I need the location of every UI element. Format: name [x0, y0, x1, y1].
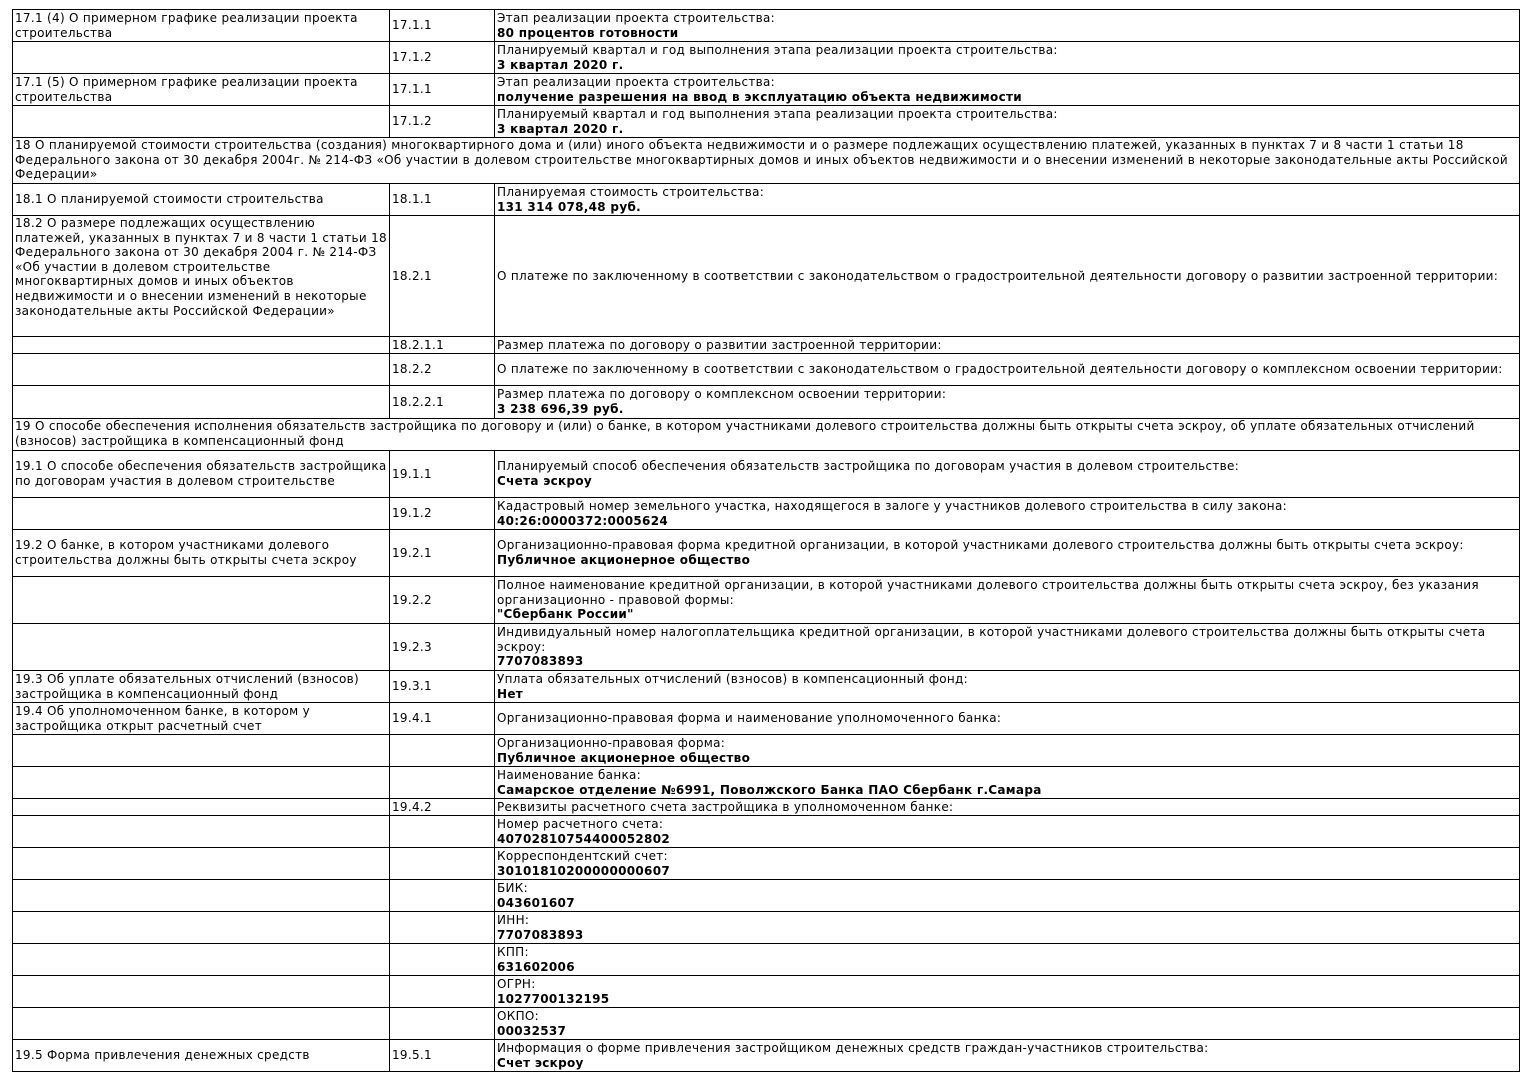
table-row — [13, 337, 1520, 354]
table-row — [13, 735, 1520, 767]
item-label: Полное наименование кредитной организации, в которой участниками долевого строительства должны быть открыты счета эскроу, без указания организационно - правовой формы: — [497, 578, 1479, 607]
table-row — [13, 530, 1520, 577]
item-value: Публичное акционерное общество — [497, 750, 751, 765]
item-value: Нет — [497, 686, 524, 701]
item-code — [390, 880, 495, 912]
section-cell: 19.5 Форма привлечения денежных средств — [13, 1040, 390, 1072]
item-code: 19.2.2 — [390, 577, 495, 624]
item-content — [495, 703, 1520, 735]
section-heading-row — [13, 138, 1520, 184]
item-content — [495, 880, 1520, 912]
table-row — [13, 10, 1520, 42]
item-value: 00032537 — [497, 1023, 567, 1038]
item-content — [495, 216, 1520, 337]
item-content — [495, 451, 1520, 498]
item-content — [495, 944, 1520, 976]
section-cell — [13, 1008, 390, 1040]
item-value: 3 квартал 2020 г. — [497, 121, 624, 136]
item-code: 18.1.1 — [390, 184, 495, 216]
table-row — [13, 42, 1520, 74]
item-content — [495, 912, 1520, 944]
item-code: 18.2.2.1 — [390, 386, 495, 419]
item-label: Организационно-правовая форма: — [497, 735, 726, 750]
section-cell — [13, 386, 390, 419]
item-code: 17.1.1 — [390, 74, 495, 106]
item-label: Уплата обязательных отчислений (взносов) в компенсационный фонд: — [497, 671, 968, 686]
section-cell: 17.1 (5) О примерном графике реализации проекта строительства — [13, 74, 390, 106]
item-value: "Сбербанк России" — [497, 607, 634, 622]
item-code: 18.2.1.1 — [390, 337, 495, 354]
item-value: 30101810200000000607 — [497, 863, 670, 878]
item-label: Размер платежа по договору о развитии застроенной территории: — [497, 337, 942, 352]
section-cell — [13, 624, 390, 671]
item-code: 19.1.2 — [390, 498, 495, 530]
item-code: 19.2.1 — [390, 530, 495, 577]
item-content — [495, 624, 1520, 671]
item-label: Информация о форме привлечения застройщиком денежных средств граждан-участников строительства: — [497, 1040, 1209, 1055]
item-label: Планируемый квартал и год выполнения этапа реализации проекта строительства: — [497, 106, 1058, 121]
table-row — [13, 799, 1520, 816]
item-value: 631602006 — [497, 959, 575, 974]
section-cell — [13, 880, 390, 912]
table-row — [13, 451, 1520, 498]
item-content — [495, 337, 1520, 354]
item-label: Планируемая стоимость строительства: — [497, 184, 765, 199]
item-code — [390, 944, 495, 976]
section-cell — [13, 735, 390, 767]
table-row — [13, 216, 1520, 337]
table-row — [13, 767, 1520, 799]
section-cell — [13, 106, 390, 138]
item-content — [495, 577, 1520, 624]
item-code: 18.2.1 — [390, 216, 495, 337]
item-label: О платеже по заключенному в соответствии с законодательством о градостроительной деятельности договору о развитии застроенной территории: — [497, 268, 1499, 283]
section-cell — [13, 799, 390, 816]
item-label: ОКПО: — [497, 1008, 539, 1023]
table-row — [13, 498, 1520, 530]
table-row — [13, 184, 1520, 216]
section-cell: 17.1 (4) О примерном графике реализации проекта строительства — [13, 10, 390, 42]
item-value: Публичное акционерное общество — [497, 553, 751, 567]
item-value: 3 квартал 2020 г. — [497, 57, 624, 72]
item-code: 19.5.1 — [390, 1040, 495, 1072]
item-code — [390, 1008, 495, 1040]
section-cell — [13, 912, 390, 944]
item-code: 19.3.1 — [390, 671, 495, 703]
table-row — [13, 354, 1520, 386]
item-code: 18.2.2 — [390, 354, 495, 386]
section-cell: 19.2 О банке, в котором участниками долевого строительства должны быть открыты счета эскроу — [13, 530, 390, 577]
item-label: Индивидуальный номер налогоплательщика кредитной организации, в которой участниками долевого строительства должны быть открыты счета эскроу: — [497, 625, 1486, 654]
section-cell — [13, 577, 390, 624]
item-value: Счет эскроу — [497, 1055, 584, 1070]
table-row — [13, 848, 1520, 880]
item-label: Этап реализации проекта строительства: — [497, 74, 776, 89]
table-row — [13, 1040, 1520, 1072]
section-cell: 19.1 О способе обеспечения обязательств застройщика по договорам участия в долевом строительстве — [13, 451, 390, 498]
item-label: Планируемый способ обеспечения обязательств застройщика по договорам участия в долевом строительстве: — [497, 459, 1240, 474]
table-row — [13, 577, 1520, 624]
item-value: Счета эскроу — [497, 474, 593, 488]
section-heading: 18 О планируемой стоимости строительства (создания) многоквартирного дома и (или) иного объекта недвижимости и о размере подлежащих осуществлению платежей, указанных в пунктах 7 и 8 части 1 статьи 18 Федерального закона от 30 декабря 2004г. № 214-ФЗ «Об участии в долевом строительстве многоквартирных домов и иных объектов недвижимости и о внесении изменений в некоторые законодательные акты Российской Федерации» — [13, 138, 1520, 184]
section-cell — [13, 337, 390, 354]
section-cell — [13, 498, 390, 530]
item-label: Реквизиты расчетного счета застройщика в уполномоченном банке: — [497, 799, 954, 814]
section-cell — [13, 976, 390, 1008]
item-content — [495, 799, 1520, 816]
item-content — [495, 498, 1520, 530]
item-content — [495, 1040, 1520, 1072]
table-row — [13, 880, 1520, 912]
item-code: 19.1.1 — [390, 451, 495, 498]
section-cell — [13, 767, 390, 799]
section-heading: 19 О способе обеспечения исполнения обязательств застройщика по договору и (или) о банке, в котором участниками долевого строительства должны быть открыты счета эскроу, об уплате обязательных отчислений (взносов) застройщика в компенсационный фонд — [13, 419, 1520, 451]
item-content — [495, 354, 1520, 386]
item-content — [495, 10, 1520, 42]
item-content — [495, 1008, 1520, 1040]
item-content — [495, 386, 1520, 419]
item-value: 40702810754400052802 — [497, 831, 670, 846]
section-cell: 19.3 Об уплате обязательных отчислений (взносов) застройщика в компенсационный фонд — [13, 671, 390, 703]
section-cell: 18.1 О планируемой стоимости строительства — [13, 184, 390, 216]
item-content — [495, 530, 1520, 577]
section-heading-row — [13, 419, 1520, 451]
item-content — [495, 976, 1520, 1008]
item-label: О платеже по заключенному в соответствии с законодательством о градостроительной деятельности договору о комплексном освоении территории: — [497, 362, 1503, 377]
item-label: ОГРН: — [497, 976, 536, 991]
item-code — [390, 767, 495, 799]
item-value: 7707083893 — [497, 654, 584, 669]
item-value: 3 238 696,39 руб. — [497, 402, 624, 416]
item-value: 40:26:0000372:0005624 — [497, 513, 668, 528]
section-cell: 18.2 О размере подлежащих осуществлению платежей, указанных в пунктах 7 и 8 части 1 статьи 18 Федерального закона от 30 декабря 2004 г. № 214-ФЗ «Об участии в долевом строительстве многоквартирных домов и иных объектов недвижимости и о внесении изменений в некоторые законодательные акты Российской Федерации» — [13, 216, 390, 337]
table-row — [13, 944, 1520, 976]
item-content — [495, 767, 1520, 799]
section-cell — [13, 354, 390, 386]
item-label: Организационно-правовая форма и наименование уполномоченного банка: — [497, 711, 1002, 726]
item-code: 17.1.1 — [390, 10, 495, 42]
item-label: Размер платежа по договору о комплексном освоении территории: — [497, 387, 947, 402]
item-code: 19.2.3 — [390, 624, 495, 671]
item-value: 7707083893 — [497, 927, 584, 942]
item-value: 1027700132195 — [497, 991, 610, 1006]
item-content — [495, 74, 1520, 106]
item-code: 17.1.2 — [390, 42, 495, 74]
item-content — [495, 848, 1520, 880]
item-content — [495, 184, 1520, 216]
section-cell: 19.4 Об уполномоченном банке, в котором у застройщика открыт расчетный счет — [13, 703, 390, 735]
item-label: Кадастровый номер земельного участка, находящегося в залоге у участников долевого строительства в силу закона: — [497, 498, 1287, 513]
item-label: КПП: — [497, 944, 529, 959]
item-content — [495, 42, 1520, 74]
table-row — [13, 74, 1520, 106]
item-code: 17.1.2 — [390, 106, 495, 138]
item-label: Планируемый квартал и год выполнения этапа реализации проекта строительства: — [497, 42, 1058, 57]
section-cell — [13, 944, 390, 976]
item-label: Номер расчетного счета: — [497, 816, 664, 831]
section-cell — [13, 42, 390, 74]
item-label: ИНН: — [497, 912, 530, 927]
item-label: БИК: — [497, 880, 528, 895]
document — [12, 9, 1520, 1072]
item-code — [390, 816, 495, 848]
item-value: Самарское отделение №6991, Поволжского Банка ПАО Сбербанк г.Самара — [497, 782, 1042, 797]
item-content — [495, 816, 1520, 848]
table-row — [13, 976, 1520, 1008]
item-content — [495, 735, 1520, 767]
table-row — [13, 816, 1520, 848]
item-label: Этап реализации проекта строительства: — [497, 10, 776, 25]
table-row — [13, 671, 1520, 703]
item-value: 043601607 — [497, 895, 575, 910]
table-row — [13, 106, 1520, 138]
item-label: Наименование банка: — [497, 767, 642, 782]
table-row — [13, 912, 1520, 944]
item-code — [390, 912, 495, 944]
section-cell — [13, 816, 390, 848]
item-code: 19.4.2 — [390, 799, 495, 816]
table-row — [13, 624, 1520, 671]
item-value: 131 314 078,48 руб. — [497, 199, 641, 214]
item-content — [495, 671, 1520, 703]
table-row — [13, 386, 1520, 419]
item-content — [495, 106, 1520, 138]
item-code: 19.4.1 — [390, 703, 495, 735]
table-row — [13, 703, 1520, 735]
item-code — [390, 976, 495, 1008]
table-body — [13, 10, 1520, 1072]
section-cell — [13, 848, 390, 880]
item-label: Корреспондентский счет: — [497, 848, 668, 863]
item-code — [390, 735, 495, 767]
item-label: Организационно-правовая форма кредитной организации, в которой участниками долевого строительства должны быть открыты счета эскроу: — [497, 538, 1464, 553]
item-value: 80 процентов готовности — [497, 25, 679, 40]
item-value: получение разрешения на ввод в эксплуатацию объекта недвижимости — [497, 89, 1022, 104]
item-code — [390, 848, 495, 880]
project-declaration-table — [12, 9, 1520, 1072]
table-row — [13, 1008, 1520, 1040]
